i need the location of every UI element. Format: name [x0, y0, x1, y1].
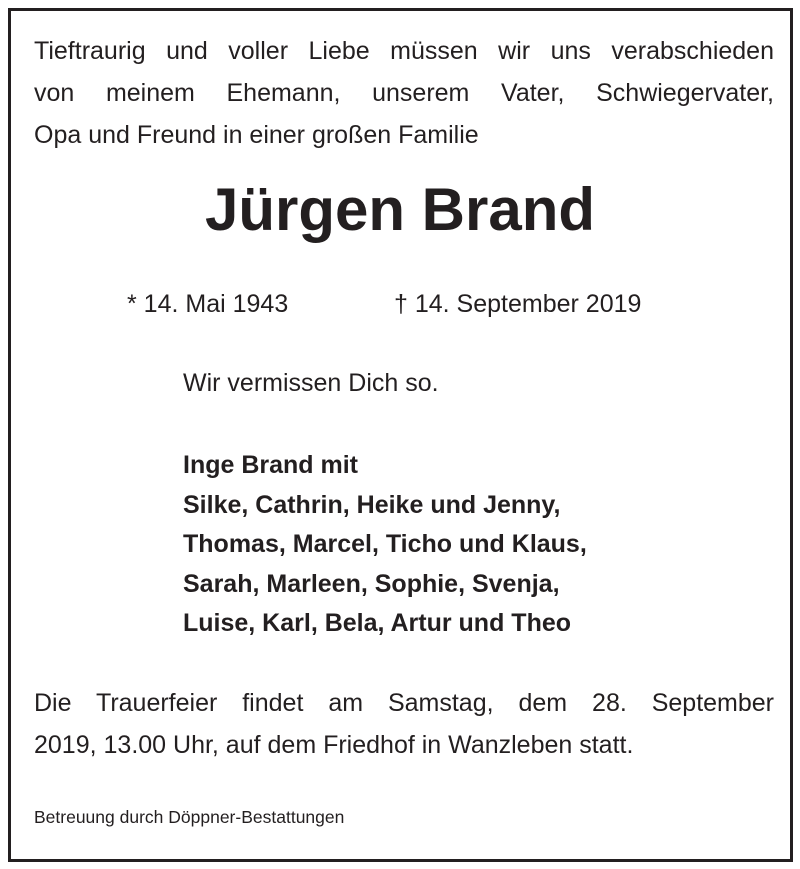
family-line: Inge Brand mit: [183, 451, 359, 479]
service-text: [34, 682, 774, 766]
family-list: [183, 446, 587, 644]
family-line: Sarah, Marleen, Sophie, Svenja,: [183, 569, 560, 598]
birth-date: * 14. Mai 1943: [127, 290, 289, 318]
death-date: † 14. September 2019: [394, 290, 642, 318]
family-line: Luise, Karl, Bela, Artur und Theo: [183, 609, 572, 637]
family-line: Thomas, Marcel, Ticho und Klaus,: [183, 530, 587, 558]
remembrance-text: Wir vermissen Dich so.: [183, 369, 439, 397]
family-line: Silke, Cathrin, Heike und Jenny,: [183, 490, 561, 519]
intro-line: Opa und Freund in einer großen Familie: [34, 121, 479, 149]
intro-text: [34, 30, 774, 156]
intro-line: von meinem Ehemann, unserem Vater, Schwiegervater,: [34, 79, 774, 107]
undertaker-credit: Betreuung durch Döppner-Bestattungen: [34, 807, 345, 827]
deceased-name: Jürgen Brand: [204, 176, 596, 243]
intro-line: Tieftraurig und voller Liebe müssen wir uns verabschieden: [34, 37, 774, 65]
service-line: 2019, 13.00 Uhr, auf dem Friedhof in Wanzleben statt.: [34, 731, 634, 759]
service-line: Die Trauerfeier findet am Samstag, dem 28. September: [34, 689, 774, 717]
